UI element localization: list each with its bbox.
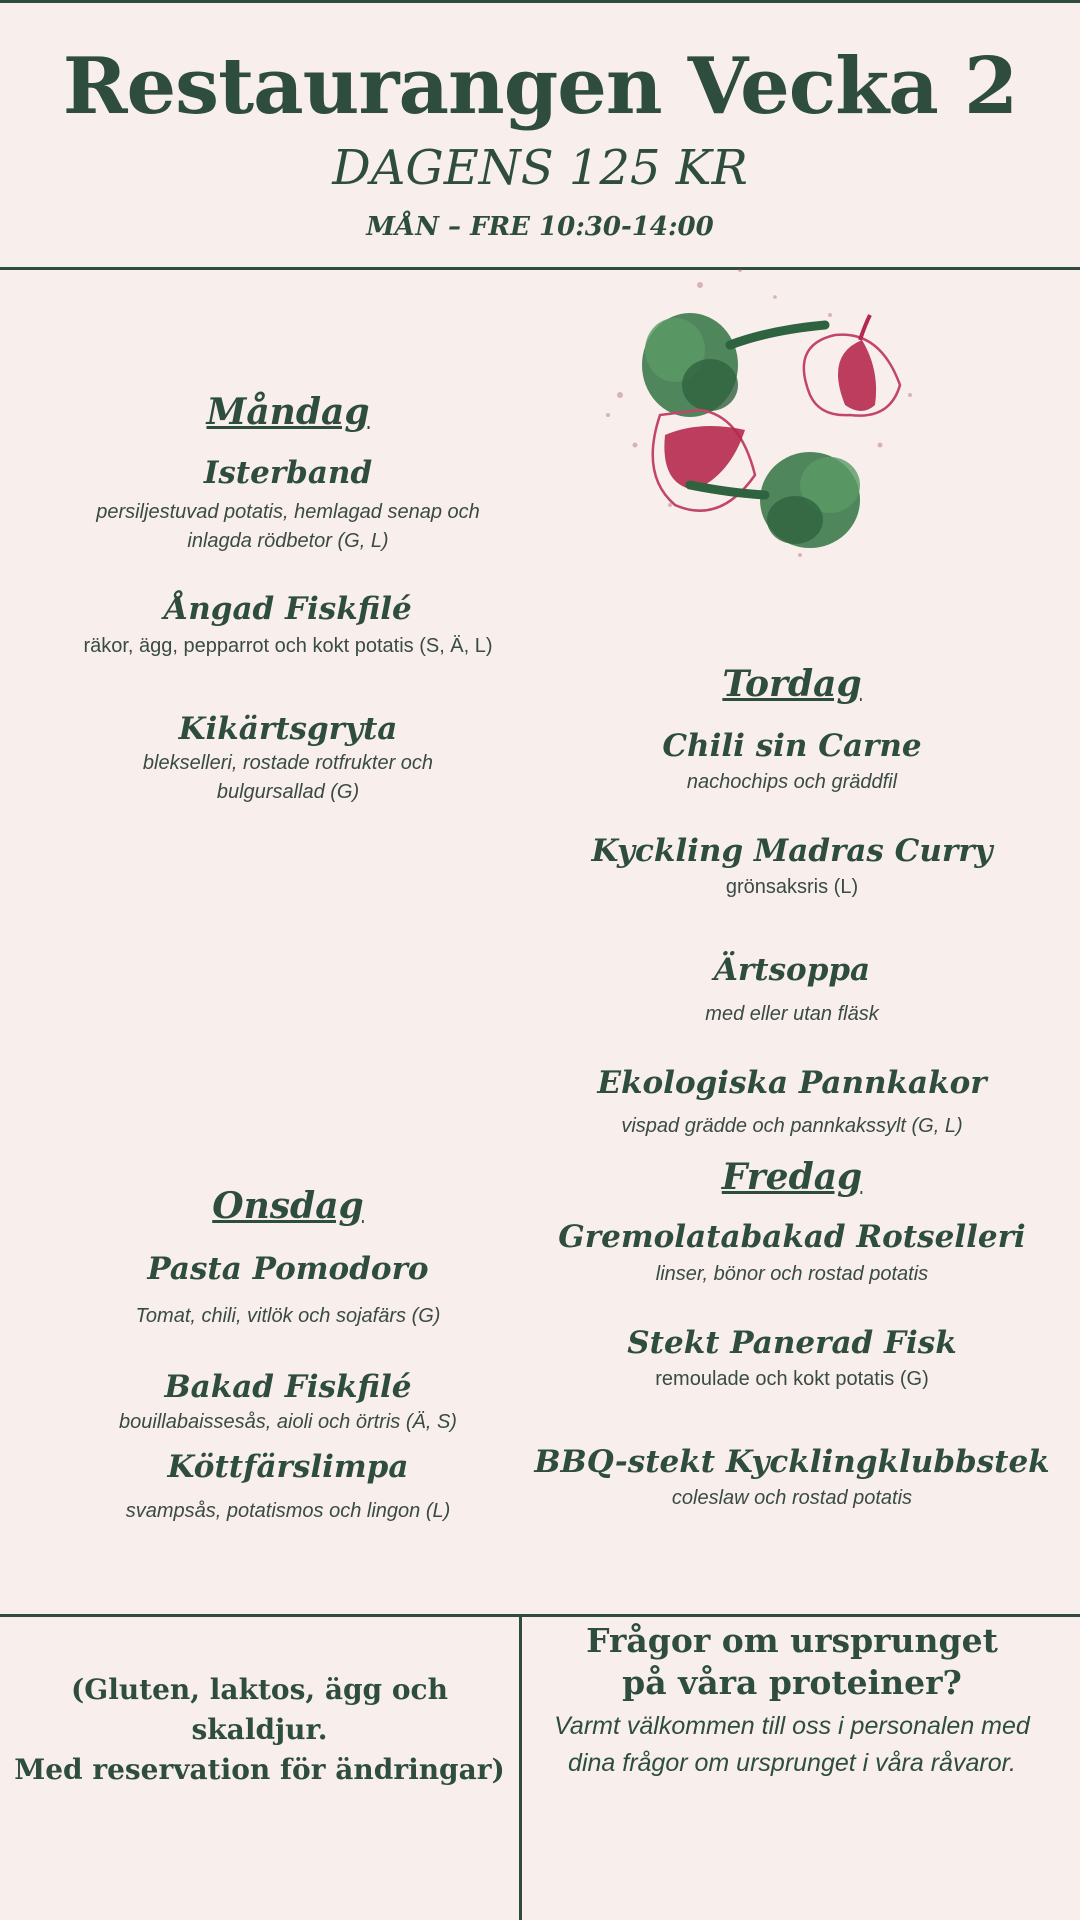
allergen-note-line: (Gluten, laktos, ägg och skaldjur. bbox=[71, 1673, 448, 1746]
dish-description: persiljestuvad potatis, hemlagad senap och inlagda rödbetor (G, L) bbox=[96, 501, 480, 552]
origin-question-heading bbox=[522, 1620, 1062, 1704]
dish-name: Isterband bbox=[203, 455, 373, 491]
footer-divider bbox=[0, 1614, 1080, 1617]
day-heading-onsdag: Onsdag bbox=[212, 1185, 364, 1227]
dish-name: BBQ-stekt Kycklingklubbstek bbox=[534, 1444, 1050, 1480]
dish-description: vispad grädde och pannkakssylt (G, L) bbox=[621, 1115, 963, 1137]
dish-name: Kyckling Madras Curry bbox=[591, 833, 993, 869]
dish-name: Kikärtsgryta bbox=[178, 711, 398, 747]
origin-info-text bbox=[522, 1708, 1062, 1782]
dish-name: Gremolatabakad Rotselleri bbox=[558, 1219, 1026, 1255]
origin-question-line: på våra proteiner? bbox=[622, 1663, 962, 1702]
dish-name: Ekologiska Pannkakor bbox=[597, 1065, 987, 1101]
allergen-note-line: Med reservation för ändringar) bbox=[14, 1753, 505, 1786]
dish-name: Ärtsoppa bbox=[713, 952, 871, 988]
dish-description: svampsås, potatismos och lingon (L) bbox=[125, 1500, 451, 1522]
dish-description: coleslaw och rostad potatis bbox=[671, 1487, 913, 1509]
dish-description: Tomat, chili, vitlök och sojafärs (G) bbox=[135, 1305, 441, 1327]
top-border bbox=[0, 0, 1080, 3]
beetroot-illustration bbox=[580, 245, 950, 605]
dish-description: blekselleri, rostade rotfrukter och bulgursallad (G) bbox=[142, 752, 434, 803]
dish-name: Bakad Fiskfilé bbox=[164, 1369, 412, 1405]
dish-description: med eller utan fläsk bbox=[705, 1003, 879, 1025]
origin-question-line: Frågor om ursprunget bbox=[586, 1621, 998, 1660]
day-heading-tordag: Tordag bbox=[722, 663, 862, 705]
dish-name: Köttfärslimpa bbox=[167, 1449, 409, 1485]
page-title: Restaurangen Vecka 2 bbox=[62, 41, 1018, 132]
dish-description: linser, bönor och rostad potatis bbox=[655, 1263, 929, 1285]
price-subtitle: DAGENS 125 KR bbox=[332, 140, 748, 196]
dish-description: remoulade och kokt potatis (G) bbox=[655, 1368, 929, 1390]
day-heading-mandag: Måndag bbox=[206, 391, 370, 433]
dish-description: räkor, ägg, pepparrot och kokt potatis (S, Ä, L) bbox=[83, 635, 493, 657]
dish-description: nachochips och gräddfil bbox=[686, 771, 898, 793]
dish-description: grönsaksris (L) bbox=[725, 876, 859, 898]
dish-name: Chili sin Carne bbox=[662, 728, 922, 764]
dish-description: bouillabaissesås, aioli och örtris (Ä, S) bbox=[119, 1411, 457, 1433]
origin-info-line: dina frågor om ursprunget i våra råvaror. bbox=[568, 1749, 1016, 1777]
dish-name: Ångad Fiskfilé bbox=[164, 591, 412, 627]
allergen-note bbox=[0, 1670, 519, 1790]
dish-name: Pasta Pomodoro bbox=[147, 1251, 429, 1287]
opening-hours: MÅN – FRE 10:30-14:00 bbox=[366, 212, 714, 242]
day-heading-fredag: Fredag bbox=[721, 1156, 863, 1198]
dish-name: Stekt Panerad Fisk bbox=[627, 1325, 957, 1361]
origin-info-line: Varmt välkommen till oss i personalen med bbox=[554, 1712, 1030, 1740]
